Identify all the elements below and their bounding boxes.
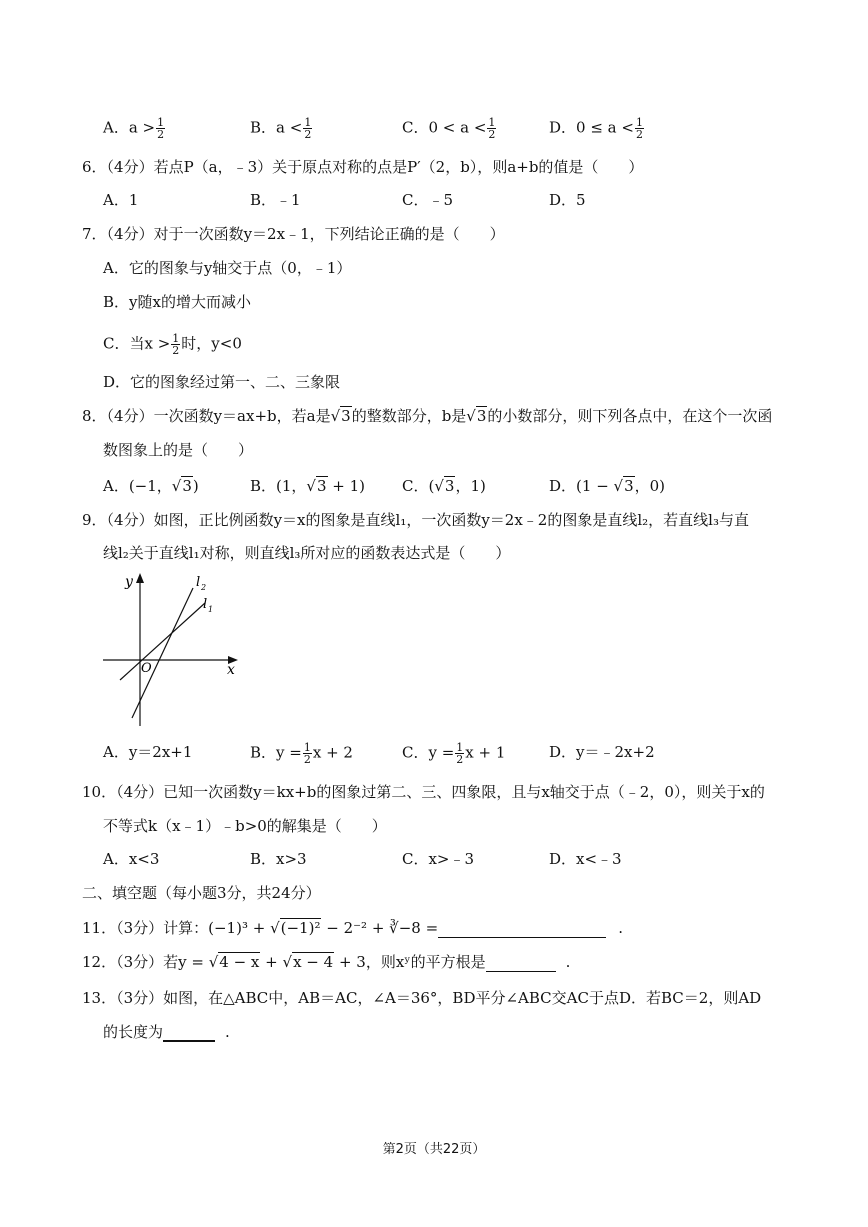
sqrt-radicand: 4 − x xyxy=(219,953,260,971)
sqrt-radicand: 3 xyxy=(476,407,487,425)
l2-label: l xyxy=(196,575,201,590)
l1-label: l xyxy=(203,597,208,612)
q5-option-d xyxy=(549,117,645,140)
option-text: A．(−1， xyxy=(103,477,172,495)
y-axis-arrow xyxy=(136,573,144,583)
option-text: ，1) xyxy=(455,477,486,495)
stem-text: 8．（4分）一次函数y＝ax+b，若a是 xyxy=(82,407,331,425)
q5-option-b xyxy=(250,117,313,140)
q9-option-b xyxy=(250,742,353,765)
fraction: $\frac{1}{2}$ xyxy=(304,116,312,141)
q9-option-d: D．y＝﹣2x+2 xyxy=(549,743,655,761)
origin-label: O xyxy=(141,661,152,676)
line-l2 xyxy=(132,588,193,718)
q9-option-a: A．y＝2x+1 xyxy=(103,743,193,761)
option-text: 时，y<0 xyxy=(181,334,242,353)
stem-text: . xyxy=(618,919,623,937)
l1-subscript: 1 xyxy=(208,605,214,614)
q13-stem-line1: 13．（3分）如图，在△ABC中，AB＝AC，∠A＝36°，BD平分∠ABC交AC于点D．若BC＝2，则AD xyxy=(82,989,762,1007)
sqrt-radicand: (−1)² xyxy=(280,919,321,937)
stem-text: 的小数部分，则下列各点中，在这个一次函 xyxy=(487,407,773,425)
q7-option-c xyxy=(103,333,242,356)
option-text: + 1) xyxy=(327,477,366,495)
q6-option-c: C．﹣5 xyxy=(402,191,454,209)
q7-stem: 7．（4分）对于一次函数y＝2x﹣1，下列结论正确的是（ ） xyxy=(82,225,505,243)
q13-stem-line2 xyxy=(103,1022,230,1042)
y-label: y xyxy=(125,574,133,590)
q6-option-b: B．﹣1 xyxy=(250,191,301,209)
line-l1 xyxy=(120,603,205,680)
q9-figure xyxy=(95,568,255,733)
option-text: D．(1 − xyxy=(549,477,614,495)
q9-option-c xyxy=(402,742,505,765)
q10-option-b: B．x>3 xyxy=(250,850,307,868)
l2-subscript: 2 xyxy=(201,583,207,592)
stem-text: + 3，则xʸ的平方根是 xyxy=(334,953,486,971)
stem-text: 11．（3分）计算：(−1)³ + xyxy=(82,919,271,937)
option-text: C．y = xyxy=(402,743,455,762)
option-text: x + 2 xyxy=(312,743,353,762)
sqrt-radicand: 3 xyxy=(444,477,455,495)
option-text: B．a < xyxy=(250,118,303,137)
q10-option-a: A．x<3 xyxy=(103,850,160,868)
q8-stem-line2: 数图象上的是（ ） xyxy=(103,441,254,459)
q7-option-a: A．它的图象与y轴交于点（0，﹣1） xyxy=(103,259,352,277)
q6-stem: 6．（4分）若点P（a，﹣3）关于原点对称的点是P′（2，b），则a+b的值是（ ） xyxy=(82,158,644,176)
section-heading: 二、填空题（每小题3分，共24分） xyxy=(82,884,321,902)
q12-stem: 12．（3分）若y = √4 − x + √x − 4 + 3，则xʸ的平方根是 . xyxy=(82,953,571,971)
q9-stem-line1: 9．（4分）如图，正比例函数y＝x的图象是直线l₁，一次函数y＝2x﹣2的图象是直线l₂，若直线l₃与直 xyxy=(82,511,749,529)
option-text: B．(1， xyxy=(250,477,307,495)
q11-stem: 11．（3分）计算：(−1)³ + √(−1)² − 2⁻² + ∛−8 = . xyxy=(82,919,623,937)
sqrt-radicand: 3 xyxy=(624,477,634,495)
option-text: x + 1 xyxy=(465,743,506,762)
q7-option-d: D．它的图象经过第一、二、三象限 xyxy=(103,373,341,391)
option-text: A．a > xyxy=(103,118,156,137)
stem-text: 的长度为 xyxy=(103,1023,164,1041)
q8-option-b: B．(1，√3 + 1) xyxy=(250,477,366,495)
fraction: $\frac{1}{2}$ xyxy=(157,116,165,141)
fraction: $\frac{1}{2}$ xyxy=(488,116,496,141)
q8-stem-line1: 8．（4分）一次函数y＝ax+b，若a是√3的整数部分，b是√3的小数部分，则下列各点中，在这个一次函 xyxy=(82,407,773,425)
option-text: B．y = xyxy=(250,743,302,762)
fraction: $\frac{1}{2}$ xyxy=(635,116,643,141)
x-label: x xyxy=(227,662,235,678)
fraction: $\frac{1}{2}$ xyxy=(303,741,311,766)
q7-option-b: B．y随x的增大而减小 xyxy=(103,293,251,311)
stem-text: 的整数部分，b是 xyxy=(351,407,467,425)
q6-option-d: D．5 xyxy=(549,191,586,209)
q6-option-a: A．1 xyxy=(103,191,139,209)
q5-option-c xyxy=(402,117,497,140)
q8-option-d: D．(1 − √3，0) xyxy=(549,477,666,495)
option-text: C．0 < a < xyxy=(402,118,487,137)
q10-option-c: C．x>﹣3 xyxy=(402,850,475,868)
q10-stem-line1: 10．（4分）已知一次函数y＝kx+b的图象过第二、三、四象限，且与x轴交于点（﹣2，0），则关于x的 xyxy=(82,783,765,801)
option-text: C．当x > xyxy=(103,334,171,353)
stem-text: + xyxy=(260,953,283,971)
stem-text: . xyxy=(225,1023,230,1041)
sqrt-radicand: 3 xyxy=(316,477,327,495)
q5-option-a xyxy=(103,117,166,140)
option-text: ) xyxy=(192,477,199,495)
page-footer: 第2页（共22页） xyxy=(382,1142,486,1157)
q10-stem-line2: 不等式k（x﹣1）﹣b>0的解集是（ ） xyxy=(103,817,387,835)
fraction: $\frac{1}{2}$ xyxy=(456,741,464,766)
stem-text: 12．（3分）若y = xyxy=(82,953,209,971)
option-text: D．0 ≤ a < xyxy=(549,118,634,137)
sqrt-radicand: 3 xyxy=(182,477,192,495)
q8-option-a: A．(−1，√3) xyxy=(103,477,199,495)
stem-text: − 2⁻² + ∛−8 = xyxy=(321,919,439,937)
q10-option-d: D．x<﹣3 xyxy=(549,850,622,868)
q8-option-c: C．(√3，1) xyxy=(402,477,486,495)
answer-blank[interactable] xyxy=(486,955,556,972)
option-text: C．( xyxy=(402,477,435,495)
stem-text: . xyxy=(565,953,571,971)
fraction: $\frac{1}{2}$ xyxy=(172,332,180,357)
answer-blank[interactable] xyxy=(163,1024,215,1042)
sqrt-radicand: 3 xyxy=(341,407,351,425)
q9-stem-line2: 线l₂关于直线l₁对称，则直线l₃所对应的函数表达式是（ ） xyxy=(103,544,511,562)
answer-blank[interactable] xyxy=(438,921,606,938)
option-text: ，0) xyxy=(634,477,666,495)
sqrt-radicand: x − 4 xyxy=(293,953,334,971)
